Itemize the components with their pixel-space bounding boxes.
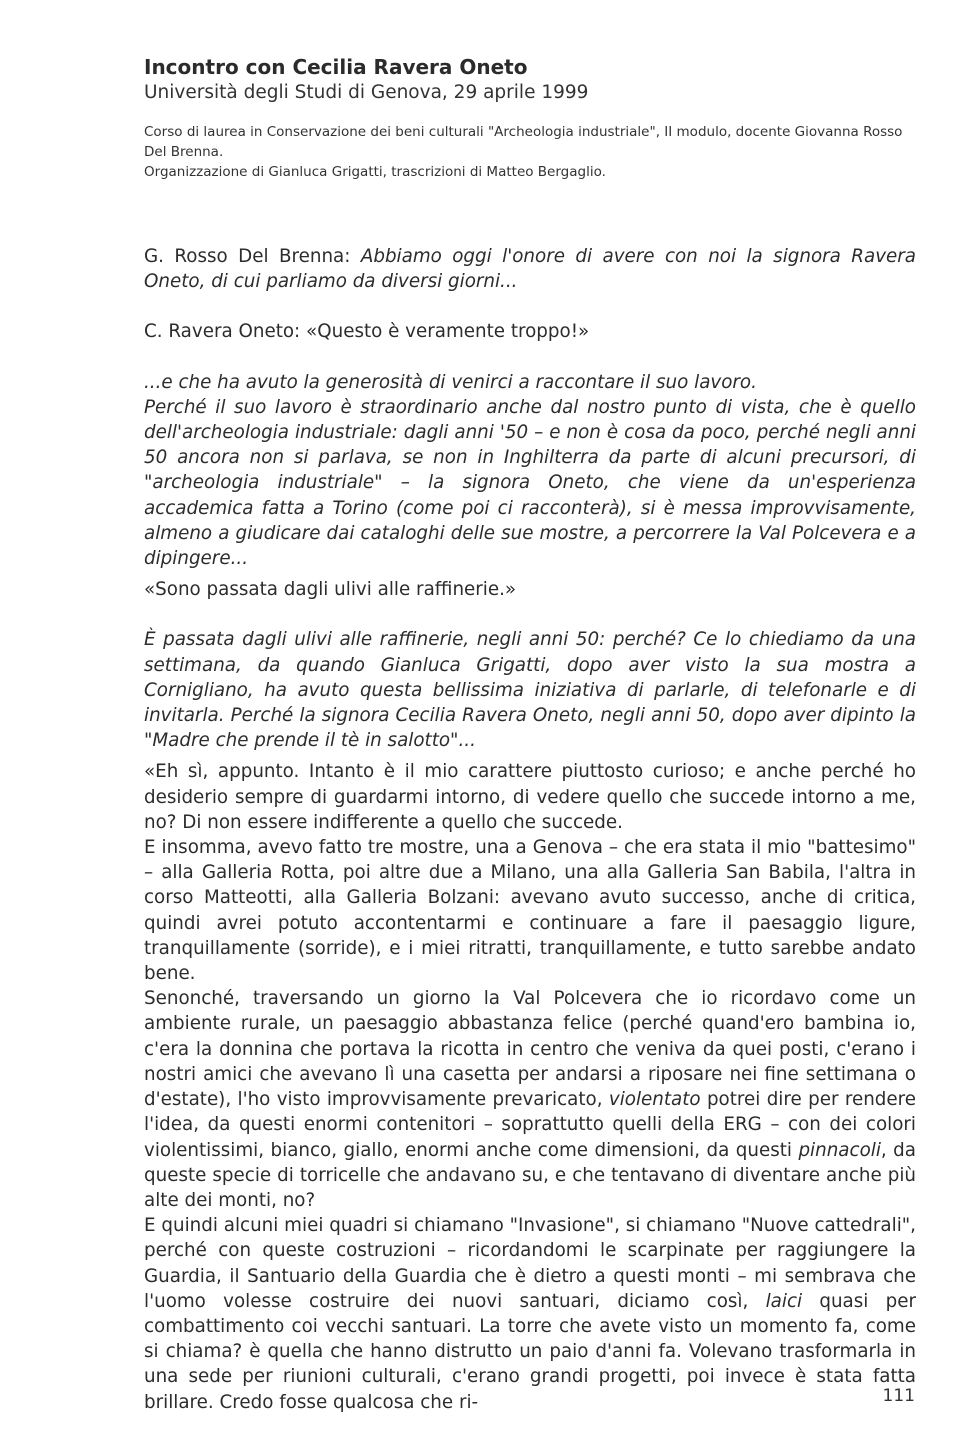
organization-note: Organizzazione di Gianluca Grigatti, trascrizioni di Matteo Bergaglio. <box>144 164 606 180</box>
italic-text: pinnacoli <box>798 1139 881 1161</box>
paragraph <box>144 244 916 294</box>
text-run: , da queste specie di torricelle che andavano su, e che tentavano di diventare anche più alte dei monti, no? <box>144 1139 916 1211</box>
paragraph: «Sono passata dagli ulivi alle raffinerie.» <box>144 579 517 601</box>
article-notes <box>144 122 924 182</box>
course-note: Corso di laurea in Conservazione dei beni culturali "Archeologia industriale", II modulo, docente Giovanna Rosso Del Brenna. <box>144 124 903 160</box>
paragraph <box>144 1213 916 1415</box>
article-body <box>144 244 916 1415</box>
paragraph: E insomma, avevo fatto tre mostre, una a Genova – che era stata il mio "battesimo" – alla Galleria Rotta, poi altre due a Milano, una alla Galleria San Babila, l'altra in corso Matteotti, alla Galleria Bolzani: avevano avuto successo, anche di critica, quindi avrei potuto accontentarmi e continuare a fare il paesaggio ligure, tranquillamente (sorride), e i miei ritratti, tranquillamente, e tutto sarebbe andato bene. <box>144 837 916 985</box>
italic-text: laici <box>765 1290 803 1312</box>
paragraph: «Eh sì, appunto. Intanto è il mio carattere piuttosto curioso; e anche perché ho desiderio sempre di guardarmi intorno, di vedere quello che succede intorno a me, no? Di non essere indifferente a quello che succede. <box>144 761 916 833</box>
text-run: E quindi alcuni miei quadri si chiamano "Invasione", si chiamano "Nuove cattedrali", perché con queste costruzioni – ricordandomi le scarpinate per raggiungere la Guardia, il Santuario della Guardia che è dietro a questi monti – mi sembrava che l'uomo volesse costruire dei nuovi santuari, diciamo così, <box>144 1215 916 1312</box>
italic-text: Abbiamo oggi l'onore di avere con noi la signora Ravera Oneto, di cui parliamo da diversi giorni... <box>144 246 916 293</box>
text-run: quasi per combattimento coi vecchi santuari. La torre che avete visto un momento fa, come si chiama? è quella che hanno distrutto un paio d'anni fa. Volevano trasformarla in una sede per riunioni culturali, c'erano grandi progetti, poi invece è stata fatta brillare. Credo fosse qualcosa che ri- <box>144 1290 916 1413</box>
article-header <box>144 54 924 182</box>
italic-text: violentato <box>608 1089 701 1111</box>
paragraph <box>144 986 916 1213</box>
paragraph: Perché il suo lavoro è straordinario anche dal nostro punto di vista, che è quello dell'archeologia industriale: dagli anni '50 – e non è cosa da poco, perché negli anni 50 ancora non si parlava, se non in Inghilterra da parte di alcuni precursori, di "archeologia industriale" – la signora Oneto, che viene da un'esperienza accademica fatta a Torino (come poi ci racconterà), si è messa improvvisamente, almeno a giudicare dai cataloghi delle sue mostre, a percorrere la Val Polcevera e a dipingere... <box>144 396 916 570</box>
page-number: 111 <box>882 1386 915 1406</box>
article-title: Incontro con Cecilia Ravera Oneto <box>144 55 528 79</box>
paragraph: È passata dagli ulivi alle raffinerie, negli anni 50: perché? Ce lo chiediamo da una settimana, da quando Gianluca Grigatti, dopo aver visto la sua mostra a Cornigliano, ha avuto questa bellissima iniziativa di parlarle, di telefonarle e di invitarla. Perché la signora Cecilia Ravera Oneto, negli anni 50, dopo aver dipinto la "Madre che prende il tè in salotto"... <box>144 629 916 752</box>
text-run: Senonché, traversando un giorno la Val Polcevera che io ricordavo come un ambiente rurale, un paesaggio abbastanza felice (perché quand'ero bambina io, c'era la donnina che portava la ricotta in centro che veniva da quei posti, c'erano i nostri amici che avevano lì una casetta per andarsi a riposare nei fine settimana o d'estate), l'ho visto improvvisamente prevaricato, <box>144 988 916 1111</box>
article-subtitle: Università degli Studi di Genova, 29 aprile 1999 <box>144 82 589 103</box>
speaker-label: G. Rosso Del Brenna: <box>144 246 361 267</box>
paragraph: C. Ravera Oneto: «Questo è veramente troppo!» <box>144 321 590 343</box>
text-run: potrei dire per rendere l'idea, da questi enormi contenitori – soprattutto quelli della ERG – con dei colori violentissimi, bianco, giallo, enormi anche come dimensioni, da questi <box>144 1089 916 1161</box>
paragraph: ...e che ha avuto la generosità di venirci a raccontare il suo lavoro. <box>144 371 757 393</box>
